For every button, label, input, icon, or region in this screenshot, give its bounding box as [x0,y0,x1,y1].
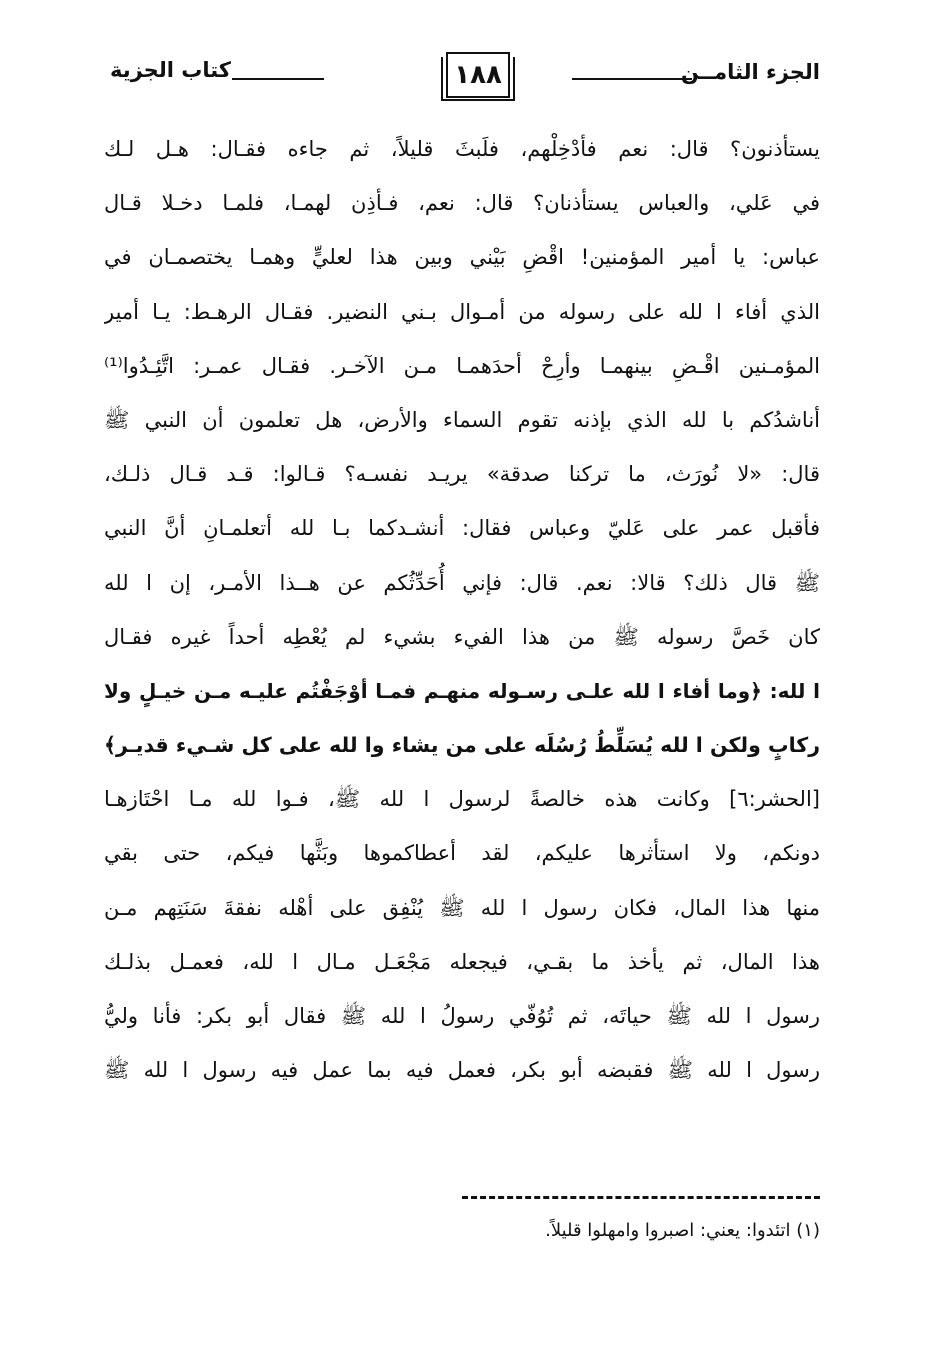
text-line: الذي أفاء ا لله على رسوله من أمـوال بـني النضير. فقـال الرهـط: يـا أمير [104,299,820,324]
text-line: رسول ا لله ﷺ حياتَه، ثم تُوُفّي رسولُ ا لله ﷺ فقال أبو بكر: فأنا وليُّ [104,1004,820,1028]
header-rule-left [232,78,324,80]
text-line: رسول ا لله ﷺ فقبضه أبو بكر، فعمل فيه بما عمل فيه رسول ا لله ﷺ [104,1058,820,1083]
volume-label: الجزء الثامــن [680,60,820,84]
text-line: كان خَصَّ رسوله ﷺ من هذا الفيء بشيء لم يُعْطِه أحداً غيره فقـال [104,624,820,649]
quran-verse-line: ركابٍ ولكن ا لله يُسَلِّطُ رُسُلَه على من يشاء وا لله على كل شـيء قديـر﴾ [104,733,820,758]
page-number: ١٨٨ [454,60,502,90]
book-title: كتاب الجزية [110,58,231,82]
text-line: يستأذنون؟ قال: نعم فأدْخِلْهم، فلَبثَ قليلاً، ثم جاءه فقـال: هـل لـك [104,137,820,161]
text-line: قال: «لا نُورَث، ما تركنا صدقة» يريـد نفسـه؟ قـالوا: قـد قـال ذلـك، [104,462,820,487]
text-line: فأقبل عمر على عَليّ وعباس فقال: أنشـدكما بـا لله أتعلمـانِ أنَّ النبي [104,516,820,541]
text-line: منها هذا المال، فكان رسول ا لله ﷺ يُنْفِق على أهْله نفقةَ سَنَتِهم مـن [104,895,820,920]
page-number-frame [446,52,510,98]
header-rule-right [572,78,692,80]
text-line: هذا المال، ثم يأخذ ما بقـي، فيجعله مَجْعَـل مـال ا لله، فعمـل بذلـك [104,949,820,974]
page-header [110,52,820,104]
text-line: في عَلي، والعباس يستأذنان؟ قال: نعم، فـأذِن لهمـا، فلمـا دخـلا قـال [104,191,820,216]
footnote: (١) اتئدوا: يعني: اصبروا وامهلوا قليلاً. [545,1220,820,1241]
footnote-separator [462,1196,820,1199]
text-line: عباس: يا أمير المؤمنين! اقْضِ بَيْني وبين هذا لعليٍّ وهمـا يختصمـان في [104,245,820,270]
text-line: دونكم، ولا استأثرها عليكم، لقد أعطاكموها وبَثَّها فيكم، حتى بقي [104,841,820,866]
main-text [104,122,820,1097]
text-line: أناشدُكم با لله الذي بإذنه تقوم السماء والأرض، هل تعلمون أن النبي ﷺ [104,407,820,432]
text-line: المؤمـنين اقْـضِ بينهمـا وأرِحْ أحدَهمـا مـن الآخـر. فقـال عمـر: اتَّئِـدُوا⁽¹⁾ [104,353,820,378]
text-line: ﷺ قال ذلك؟ قالا: نعم. قال: فإني أُحَدِّثُكم عن هــذا الأمـر، إن ا لله [104,570,820,595]
text-line: [الحشر:٦] وكانت هذه خالصةً لرسول ا لله ﷺ، فـوا لله مـا احْتَازهـا [104,787,820,812]
quran-verse-line: ا لله: ﴿وما أفاء ا لله علـى رسـوله منهـم فمـا أوْجَفْتُم عليـه مـن خيـلٍ ولا [104,678,820,703]
